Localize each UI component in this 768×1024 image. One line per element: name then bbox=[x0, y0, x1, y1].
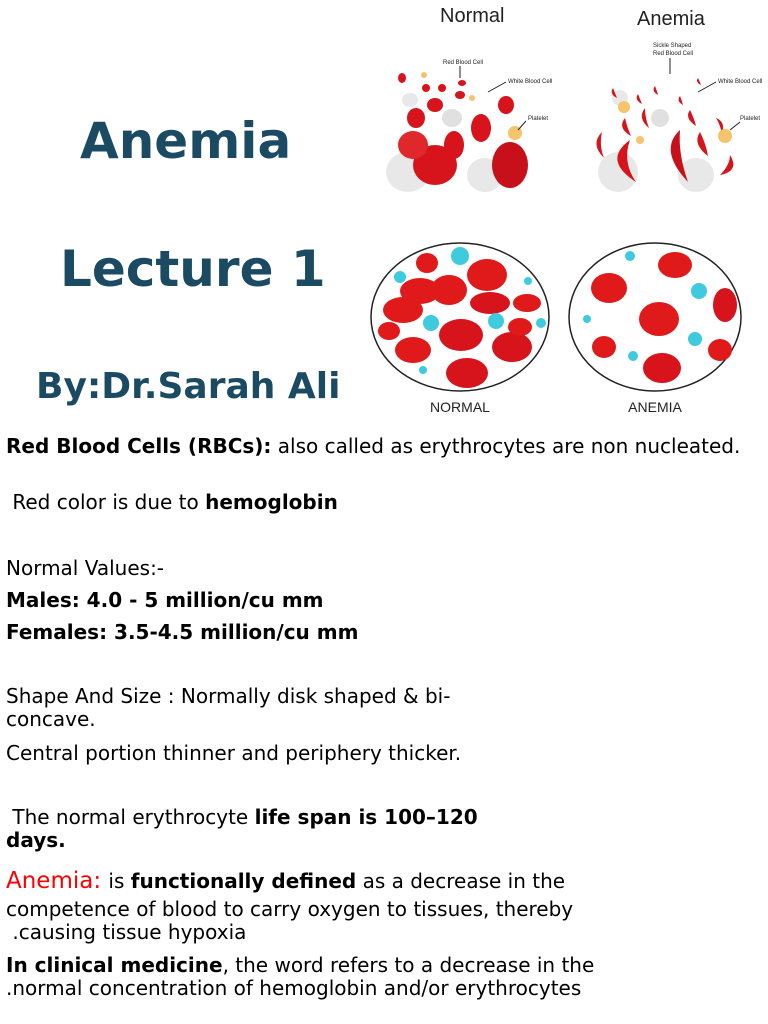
blood-cells-illustration bbox=[380, 0, 768, 205]
author: By:Dr.Sarah Ali bbox=[36, 366, 341, 407]
anemia-cells-panel bbox=[596, 43, 762, 192]
blood-smear-comparison bbox=[365, 235, 765, 420]
normal-heading: Normal bbox=[440, 5, 505, 27]
anemia-smear bbox=[569, 243, 741, 415]
anemia-caption: ANEMIA bbox=[628, 399, 682, 415]
lifespan-days: days. bbox=[6, 828, 66, 852]
anemia-definition-2: competence of blood to carry oxygen to tissues, thereby bbox=[6, 897, 574, 921]
slide-title: Anemia bbox=[80, 112, 292, 170]
males-value: Males: 4.0 - 5 million/cu mm bbox=[6, 588, 324, 612]
central-portion: Central portion thinner and periphery thicker. bbox=[6, 741, 462, 765]
anemia-term: Anemia bbox=[6, 868, 94, 894]
normal-cells-panel bbox=[386, 60, 552, 192]
normal-values-heading: Normal Values:- bbox=[6, 556, 165, 580]
shape-line-1: Shape And Size : Normally disk shaped & bi- bbox=[6, 684, 451, 708]
svg-text:Platelet: Platelet bbox=[740, 116, 761, 122]
females-value: Females: 3.5-4.5 million/cu mm bbox=[6, 620, 359, 644]
clinical-line-2: .normal concentration of hemoglobin and/or erythrocytes bbox=[6, 976, 582, 1000]
rbc-term: Red Blood Cells (RBCs): bbox=[6, 434, 272, 458]
svg-text:White Blood Cell: White Blood Cell bbox=[718, 79, 763, 85]
anemia-definition-3: .causing tissue hypoxia bbox=[6, 920, 247, 944]
red-color-line: Red color is due to hemoglobin bbox=[6, 490, 338, 514]
normal-smear bbox=[371, 243, 549, 415]
anemia-heading: Anemia bbox=[637, 8, 705, 30]
rbc-definition: Red Blood Cells (RBCs): also called as erythrocytes are non nucleated. bbox=[6, 434, 741, 458]
platelet bbox=[718, 129, 732, 143]
svg-text:Red Blood Cell: Red Blood Cell bbox=[653, 51, 694, 57]
lecture-number: Lecture 1 bbox=[60, 240, 326, 298]
clinical-line-1: In clinical medicine, the word refers to a decrease in the bbox=[6, 953, 595, 977]
svg-text:Sickle Shaped: Sickle Shaped bbox=[653, 43, 692, 49]
svg-text:White Blood Cell: White Blood Cell bbox=[508, 79, 553, 85]
svg-text:Red Blood Cell: Red Blood Cell bbox=[443, 60, 484, 66]
anemia-definition-1: Anemia: is functionally defined as a decrease in the bbox=[6, 868, 566, 894]
shape-line-2: concave. bbox=[6, 707, 96, 731]
svg-text:Platelet: Platelet bbox=[528, 116, 549, 122]
lifespan-line: The normal erythrocyte life span is 100–120 bbox=[6, 805, 478, 829]
normal-caption: NORMAL bbox=[430, 399, 490, 415]
